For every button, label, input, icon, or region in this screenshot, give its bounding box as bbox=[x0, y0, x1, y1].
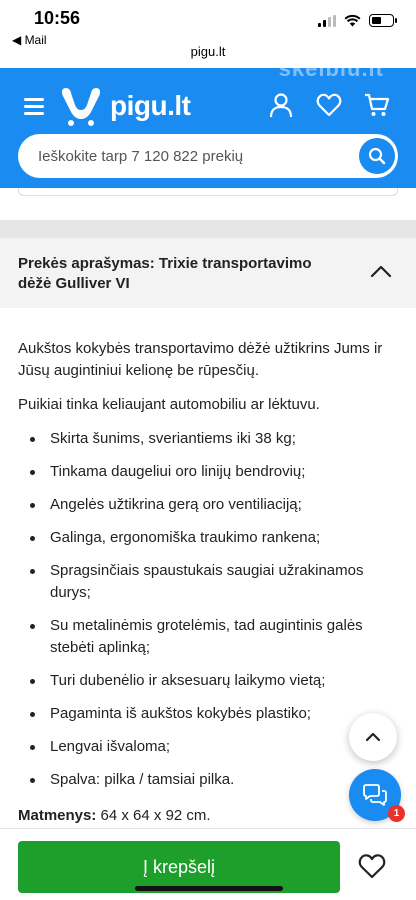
list-item: Tinkama daugeliui oro linijų bendrovių; bbox=[18, 461, 403, 483]
scroll-to-top-button[interactable] bbox=[349, 713, 397, 761]
cart-icon[interactable] bbox=[364, 92, 390, 118]
description-intro: Aukštos kokybės transportavimo dėžė užtikrins Jums ir Jūsų augintiniui kelionę be rūpesčių. bbox=[18, 340, 383, 379]
list-item: Galinga, ergonomiška traukimo rankena; bbox=[18, 527, 403, 549]
search-input[interactable] bbox=[38, 134, 358, 178]
site-logo[interactable] bbox=[58, 86, 190, 126]
chat-icon bbox=[361, 783, 389, 807]
list-item: Su metalinėmis grotelėmis, tad augintinis galės stebėti aplinką; bbox=[18, 615, 403, 659]
search-box bbox=[18, 134, 398, 178]
site-header bbox=[0, 68, 416, 188]
menu-icon[interactable] bbox=[24, 98, 44, 119]
logo-mark-icon bbox=[58, 86, 104, 126]
list-item: Turi dubenėlio ir aksesuarų laikymo vietą; bbox=[18, 670, 403, 692]
list-item: Angelės užtikrina gerą oro ventiliaciją; bbox=[18, 494, 403, 516]
user-icon[interactable] bbox=[268, 92, 294, 118]
list-item: Pagaminta iš aukštos kokybės plastiko; bbox=[18, 703, 403, 725]
home-indicator bbox=[135, 886, 283, 891]
favorite-heart-icon[interactable] bbox=[358, 853, 386, 879]
card-bottom-edge bbox=[18, 188, 398, 196]
watermark-text: skelbiu.lt bbox=[278, 56, 384, 81]
header-actions bbox=[268, 92, 390, 118]
dimensions-label: Matmenys: bbox=[18, 807, 97, 824]
dimensions bbox=[18, 805, 403, 827]
list-item: Skirta šunims, sveriantiems iki 38 kg; bbox=[18, 428, 403, 450]
heart-icon[interactable] bbox=[316, 92, 342, 118]
back-to-app-link[interactable]: ◀ Mail bbox=[12, 33, 47, 47]
chat-notification-badge: 1 bbox=[388, 805, 405, 822]
list-item: Spragsinčiais spaustukais saugiai užrakinamos durys; bbox=[18, 560, 403, 604]
description-accordion-header[interactable] bbox=[0, 238, 416, 308]
browser-url[interactable]: pigu.lt bbox=[190, 44, 226, 59]
status-time: 10:56 bbox=[34, 8, 81, 28]
search-icon bbox=[368, 147, 386, 165]
accordion-title: Prekės aprašymas: Trixie transportavimo dėžė Gulliver VI bbox=[18, 255, 312, 292]
search-button[interactable] bbox=[359, 138, 395, 174]
list-item: Spalva: pilka / tamsiai pilka. bbox=[18, 769, 403, 791]
chevron-up-icon bbox=[365, 732, 381, 742]
battery-icon bbox=[369, 14, 394, 27]
product-description bbox=[18, 338, 403, 863]
status-icons bbox=[318, 14, 394, 27]
cellular-signal-icon bbox=[318, 15, 336, 27]
feature-list bbox=[18, 428, 403, 791]
dimensions-value: 64 x 64 x 92 cm. bbox=[96, 807, 211, 824]
description-suitable: Puikiai tinka keliaujant automobiliu ar lėktuvu. bbox=[18, 396, 320, 413]
wifi-icon bbox=[344, 14, 361, 27]
chevron-up-icon[interactable] bbox=[370, 264, 392, 278]
section-separator bbox=[0, 220, 416, 238]
logo-text: pigu.lt bbox=[110, 90, 191, 121]
add-to-cart-button[interactable]: Į krepšelį bbox=[18, 841, 340, 893]
list-item: Lengvai išvaloma; bbox=[18, 736, 403, 758]
